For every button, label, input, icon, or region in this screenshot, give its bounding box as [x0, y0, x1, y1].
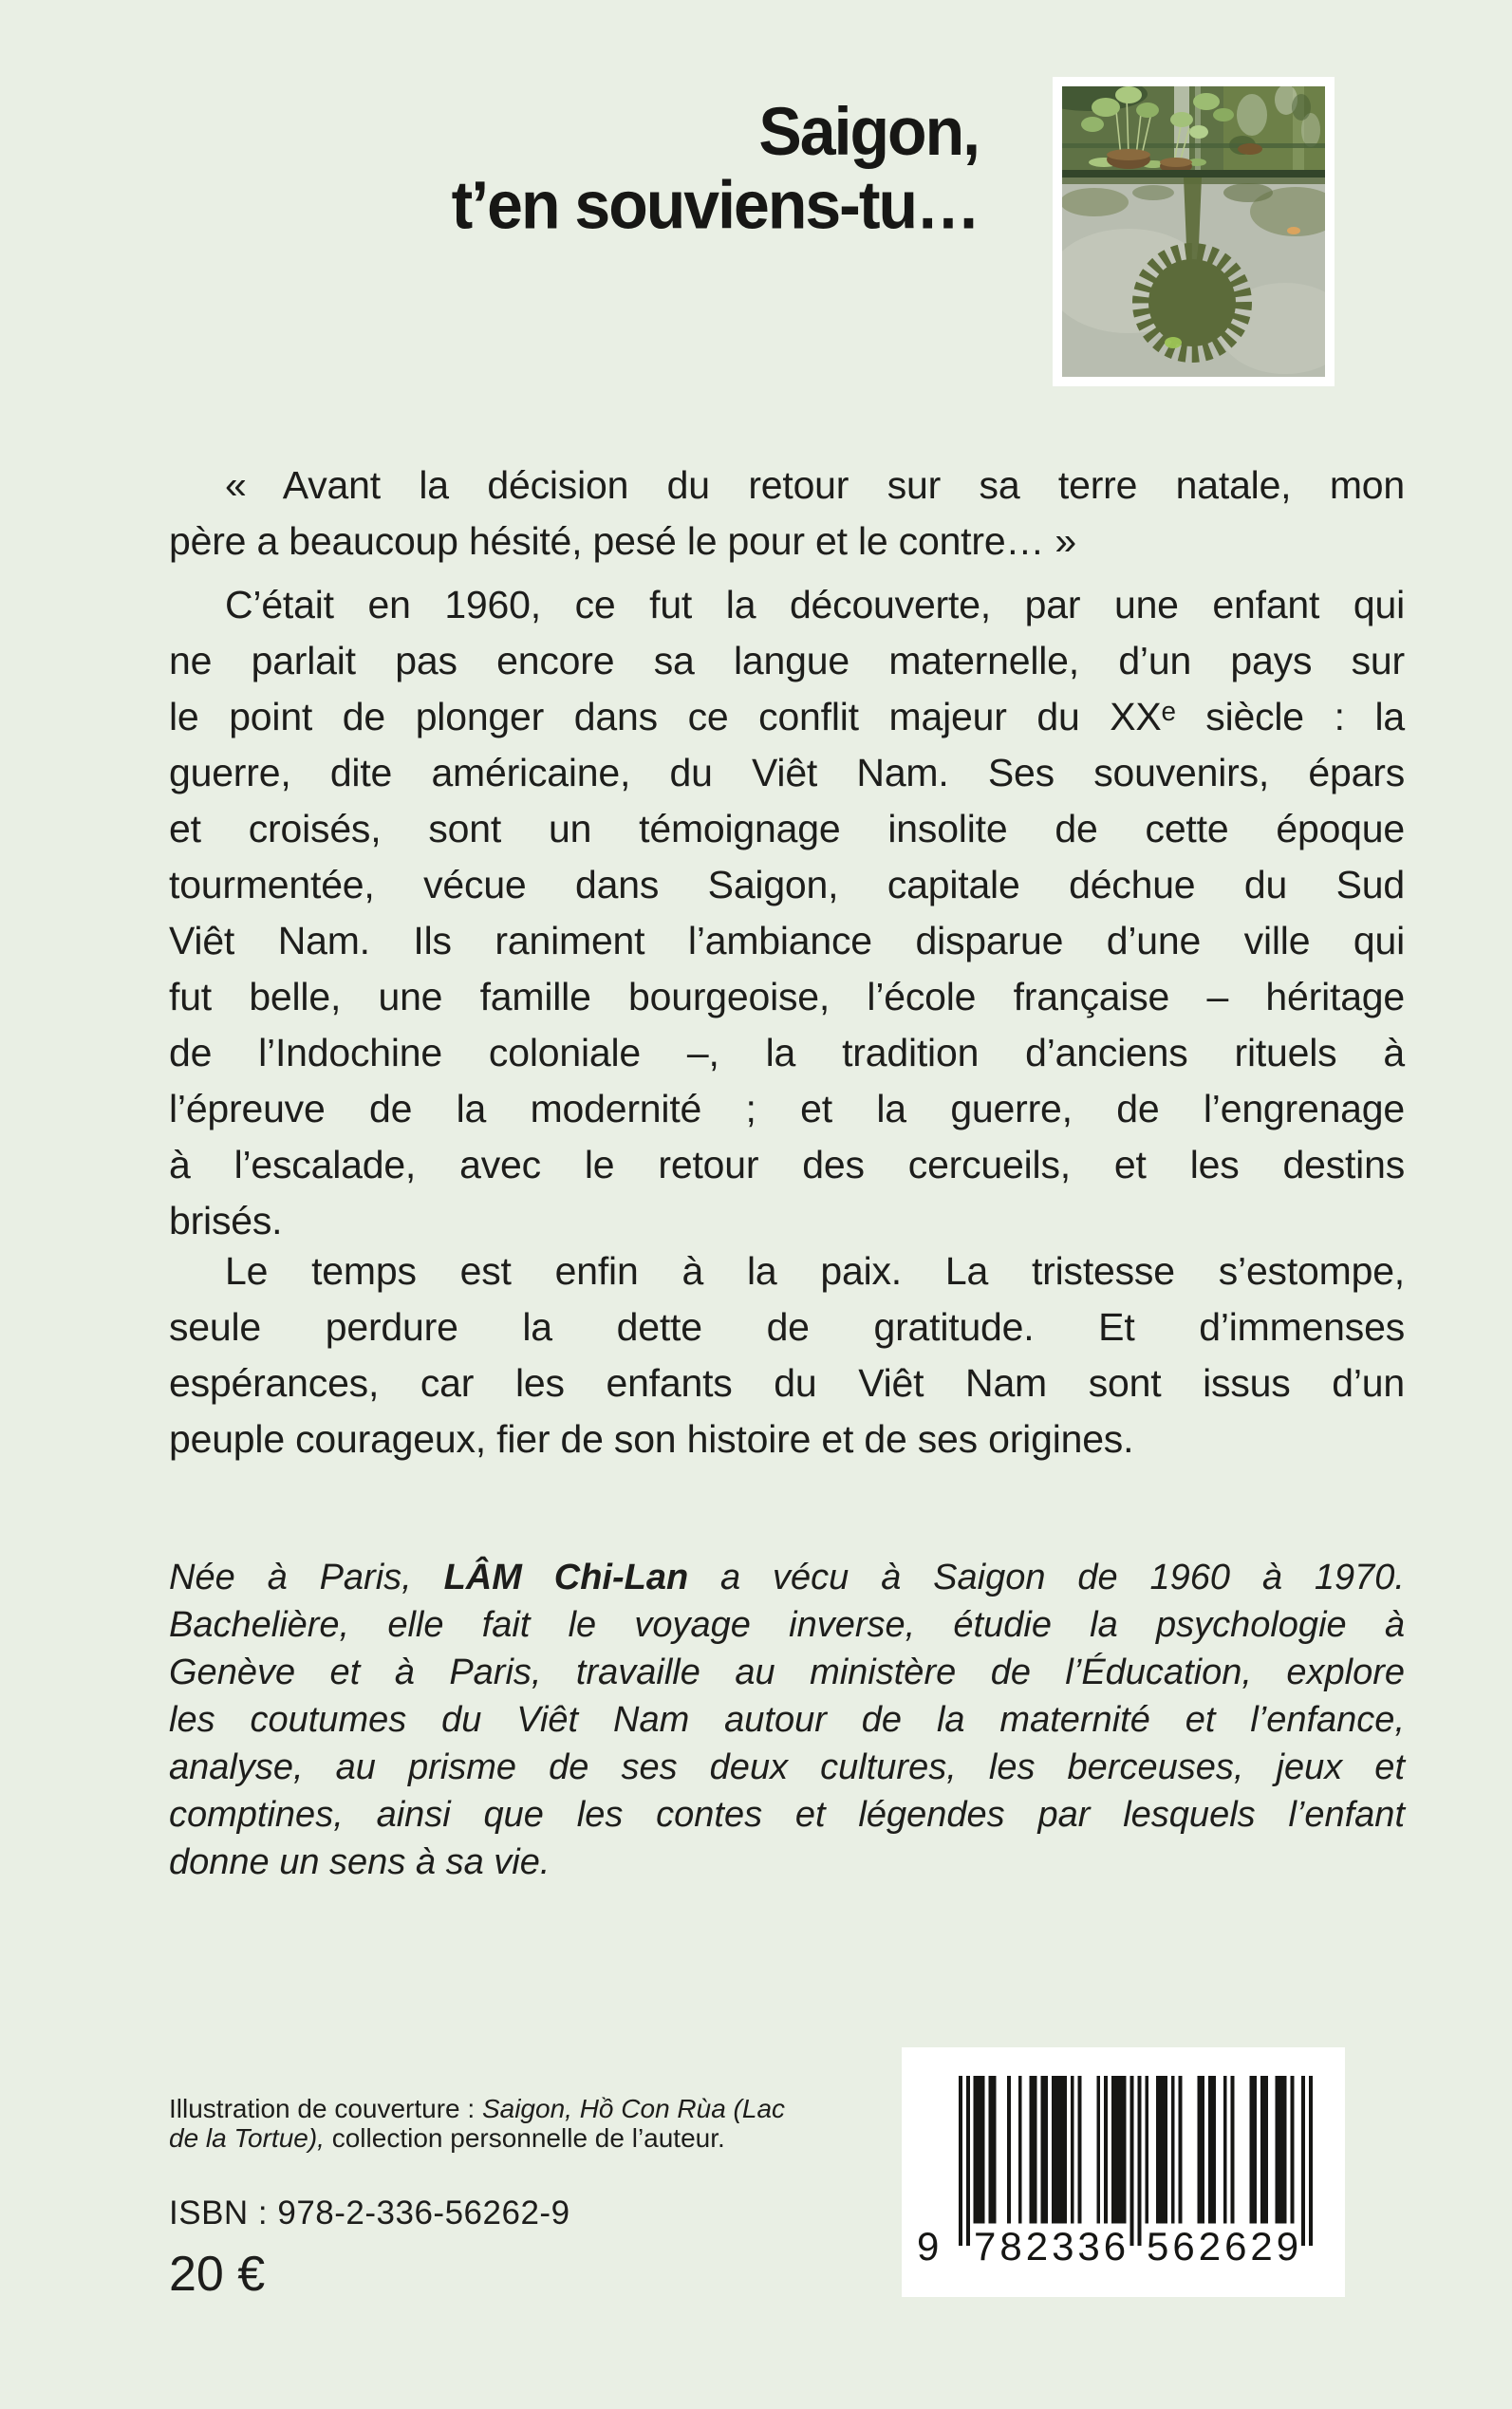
- text-line: père a beaucoup hésité, pesé le pour et le contre… »: [169, 519, 1077, 563]
- barcode-digits-group2: 562629: [1147, 2224, 1303, 2269]
- text-line: les coutumes du Viêt Nam autour de la maternité et l’enfance,: [169, 1700, 1405, 1740]
- text-line: l’épreuve de la modernité ; et la guerre, de l’engrenage: [169, 1087, 1405, 1130]
- cover-photo-thumbnail: [1053, 77, 1335, 386]
- text-line: fut belle, une famille bourgeoise, l’école française – héritage: [169, 975, 1405, 1018]
- text-line: brisés.: [169, 1199, 283, 1242]
- price-text: 20 €: [169, 2247, 266, 2302]
- text-line: Née à Paris, LÂM Chi-Lan a vécu à Saigon de 1960 à 1970.: [169, 1558, 1405, 1597]
- text-line: Illustration de couverture : Saigon, Hồ Con Rùa (Lac: [169, 2094, 786, 2123]
- text-line: tourmentée, vécue dans Saigon, capitale déchue du Sud: [169, 863, 1405, 906]
- author-bio: [169, 1554, 1405, 1886]
- text-line: peuple courageux, fier de son histoire et de ses origines.: [169, 1417, 1134, 1461]
- text-line: guerre, dite américaine, du Viêt Nam. Ses souvenirs, épars: [169, 751, 1405, 794]
- barcode-digits-group1: 782336: [974, 2224, 1130, 2269]
- text-line: et croisés, sont un témoignage insolite de cette époque: [169, 807, 1405, 850]
- book-title: [452, 95, 979, 242]
- text-line: Genève et à Paris, travaille au ministère de l’Éducation, explore: [169, 1653, 1405, 1692]
- text-line: seule perdure la dette de gratitude. Et d’immenses: [169, 1305, 1405, 1349]
- text-line: Le temps est enfin à la paix. La tristesse s’estompe,: [225, 1249, 1405, 1293]
- book-title-line2: t’en souviens-tu…: [451, 167, 979, 244]
- opening-quote: [169, 458, 1405, 570]
- cover-illustration-credit: [169, 2094, 890, 2153]
- synopsis-paragraph-1: [169, 577, 1405, 1249]
- text-line: ne parlait pas encore sa langue maternelle, d’un pays sur: [169, 639, 1405, 682]
- pond-photo-scene: [1062, 86, 1325, 377]
- ean13-barcode: [902, 2047, 1345, 2297]
- text-line: à l’escalade, avec le retour des cercueils, et les destins: [169, 1143, 1405, 1186]
- text-line: Bachelière, elle fait le voyage inverse, étudie la psychologie à: [169, 1605, 1405, 1645]
- text-line: de l’Indochine coloniale –, la tradition d’anciens rituels à: [169, 1031, 1405, 1074]
- text-line: Viêt Nam. Ils raniment l’ambiance disparue d’une ville qui: [169, 919, 1405, 962]
- synopsis-paragraph-2: [169, 1243, 1405, 1467]
- text-line: C’était en 1960, ce fut la découverte, par une enfant qui: [225, 583, 1405, 626]
- text-line: le point de plonger dans ce conflit majeur du XXᵉ siècle : la: [169, 695, 1405, 738]
- barcode-digit-prefix: 9: [917, 2224, 940, 2269]
- text-line: comptines, ainsi que les contes et légendes par lesquels l’enfant: [169, 1795, 1405, 1835]
- text-line: espérances, car les enfants du Viêt Nam sont issus d’un: [169, 1361, 1405, 1405]
- text-line: de la Tortue), collection personnelle de l’auteur.: [169, 2123, 725, 2153]
- text-line: « Avant la décision du retour sur sa terre natale, mon: [225, 463, 1405, 507]
- book-title-line1: Saigon,: [758, 93, 979, 170]
- barcode-bars: [959, 2076, 1313, 2246]
- isbn-text: ISBN : 978-2-336-56262-9: [169, 2194, 570, 2232]
- floating-orange-leaf: [1287, 227, 1300, 234]
- text-line: analyse, au prisme de ses deux cultures, les berceuses, jeux et: [169, 1747, 1405, 1787]
- text-line: donne un sens à sa vie.: [169, 1842, 551, 1882]
